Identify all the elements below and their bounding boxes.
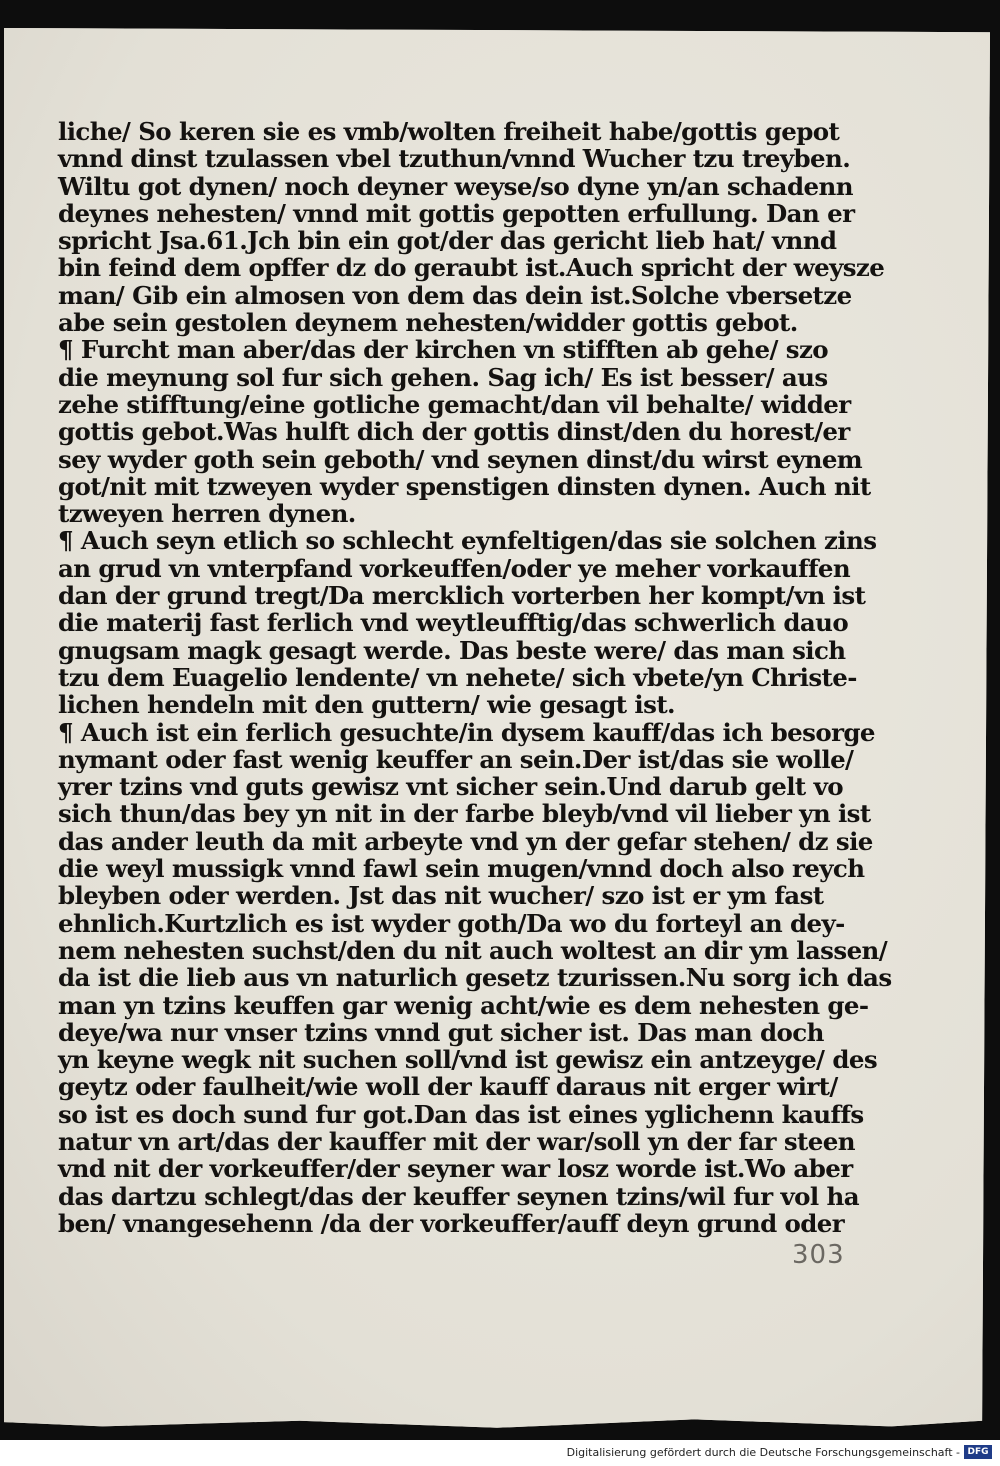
text-line: zehe stifftung/eine gotliche gemacht/dan vil behalte/ widder: [58, 389, 851, 419]
text-line: deye/wa nur vnser tzins vnnd gut sicher ist. Das man doch: [58, 1017, 824, 1047]
text-line: die weyl mussigk vnnd fawl sein mugen/vnnd doch also reych: [58, 854, 865, 884]
text-line: got/nit mit tzweyen wyder spenstigen dinsten dynen. Auch nit: [58, 471, 871, 501]
text-line: ben/ vnangesehenn /da der vorkeuffer/auff deyn grund oder: [58, 1208, 845, 1238]
footer-bar: [0, 1440, 1000, 1466]
text-line: man yn tzins keuffen gar wenig acht/wie es dem nehesten ge-: [58, 990, 869, 1020]
text-line: die meynung sol fur sich gehen. Sag ich/ Es ist besser/ aus: [58, 362, 828, 392]
text-line: yrer tzins vnd guts gewisz vnt sicher sein.Und darub gelt vo: [58, 772, 843, 802]
text-line: sich thun/das bey yn nit in der farbe bleyb/vnd vil lieber yn ist: [58, 799, 871, 829]
body-text: [58, 117, 892, 1238]
text-line: vnd nit der vorkeuffer/der seyner war losz worde ist.Wo aber: [58, 1154, 853, 1184]
text-line: nymant oder fast wenig keuffer an sein.Der ist/das sie wolle/: [58, 744, 854, 774]
text-line: ¶ Furcht man aber/das der kirchen vn stifften ab gehe/ szo: [58, 335, 829, 365]
text-line: so ist es doch sund fur got.Dan das ist eines yglichenn kauffs: [58, 1099, 864, 1129]
text-line: das ander leuth da mit arbeyte vnd yn der gefar stehen/ dz sie: [58, 826, 873, 856]
text-line: lichen hendeln mit den guttern/ wie gesagt ist.: [58, 690, 675, 720]
digitization-credit: Digitalisierung gefördert durch die Deutsche Forschungsgemeinschaft -: [566, 1446, 960, 1459]
text-line: die materij fast ferlich vnd weytleufftig/das schwerlich dauo: [58, 608, 849, 638]
text-line: tzu dem Euagelio lendente/ vn nehete/ sich vbete/yn Christe-: [58, 662, 857, 692]
text-line: tzweyen herren dynen.: [58, 499, 356, 529]
text-line: da ist die lieb aus vn naturlich gesetz tzurissen.Nu sorg ich das: [58, 963, 892, 993]
text-line: sey wyder goth sein geboth/ vnd seynen dinst/du wirst eynem: [58, 444, 863, 474]
folio-number: 303: [792, 1240, 845, 1270]
text-line: ehnlich.Kurtzlich es ist wyder goth/Da wo du forteyl an dey-: [58, 908, 845, 938]
text-line: geytz oder faulheit/wie woll der kauff daraus nit erger wirt/: [58, 1072, 838, 1102]
text-line: bleyben oder werden. Jst das nit wucher/ szo ist er ym fast: [58, 881, 824, 911]
text-line: dan der grund tregt/Da mercklich vorterben her kompt/vn ist: [58, 581, 866, 611]
text-line: Wiltu got dynen/ noch deyner weyse/so dyne yn/an schadenn: [58, 171, 853, 201]
dfg-logo: DFG: [964, 1445, 992, 1459]
text-line: vnnd dinst tzulassen vbel tzuthun/vnnd Wucher tzu treyben.: [58, 144, 851, 174]
text-line: bin feind dem opffer dz do geraubt ist.Auch spricht der weysze: [58, 253, 885, 283]
text-line: man/ Gib ein almosen von dem das dein ist.Solche vbersetze: [58, 280, 852, 310]
text-line: nem nehesten suchst/den du nit auch woltest an dir ym lassen/: [58, 935, 888, 965]
text-line: ¶ Auch ist ein ferlich gesuchte/in dysem kauff/das ich besorge: [58, 717, 875, 747]
text-line: gottis gebot.Was hulft dich der gottis dinst/den du horest/er: [58, 417, 850, 447]
text-line: ¶ Auch seyn etlich so schlecht eynfeltigen/das sie solchen zins: [58, 526, 877, 556]
text-line: deynes nehesten/ vnnd mit gottis gepotten erfullung. Dan er: [58, 198, 855, 228]
text-line: das dartzu schlegt/das der keuffer seynen tzins/wil fur vol ha: [58, 1181, 859, 1211]
text-line: gnugsam magk gesagt werde. Das beste were/ das man sich: [58, 635, 846, 665]
text-line: yn keyne wegk nit suchen soll/vnd ist gewisz ein antzeyge/ des: [58, 1045, 878, 1075]
text-line: an grud vn vnterpfand vorkeuffen/oder ye meher vorkauffen: [58, 553, 851, 583]
text-line: abe sein gestolen deynem nehesten/widder gottis gebot.: [58, 308, 798, 338]
text-line: spricht Jsa.61.Jch bin ein got/der das gericht lieb hat/ vnnd: [58, 226, 837, 256]
text-line: natur vn art/das der kauffer mit der war/soll yn der far steen: [58, 1126, 855, 1156]
text-line: liche/ So keren sie es vmb/wolten freiheit habe/gottis gepot: [58, 117, 840, 146]
